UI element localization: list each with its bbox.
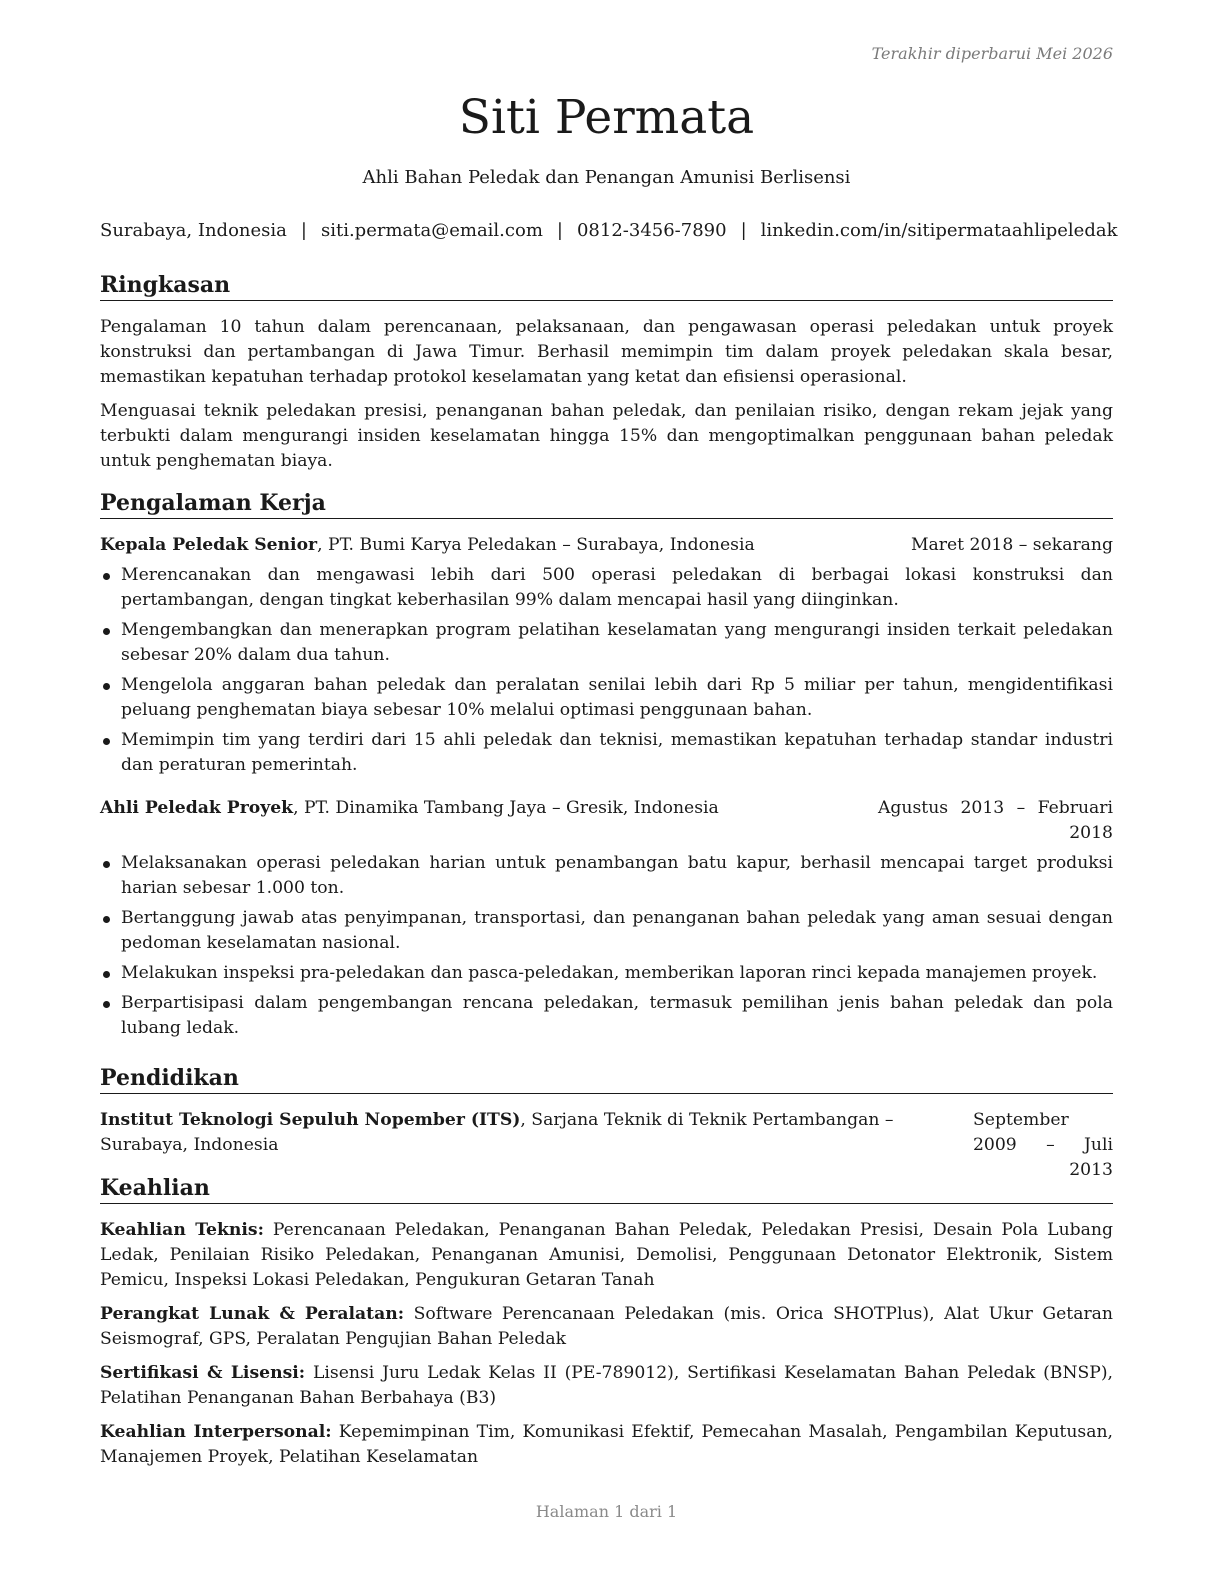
list-item (100, 673, 1113, 723)
skill-group-text: Kepemimpinan Tim, Komunikasi Efektif, Pemecahan Masalah, Pengambilan Keputusan, Manajemen Proyek, Pelatihan Keselamatan (100, 1422, 1113, 1467)
bullet-text: Melaksanakan operasi peledakan harian untuk penambangan batu kapur, berhasil mencapai target produksi harian sebesar 1.000 ton. (121, 853, 1113, 898)
skill-group-label: Keahlian Interpersonal: (100, 1422, 332, 1442)
bullet-icon (103, 861, 110, 868)
education-dates (973, 1108, 1113, 1183)
bullet-icon (103, 573, 110, 580)
bullet-text: Berpartisipasi dalam pengembangan rencana peledakan, termasuk pemilihan jenis bahan peledak dan pola lubang ledak. (121, 993, 1113, 1038)
contact-email[interactable]: siti.permata@email.com (320, 220, 543, 241)
job-org: , PT. Dinamika Tambang Jaya – Gresik, Indonesia (293, 798, 719, 818)
job-entry (100, 796, 1113, 1041)
bullet-icon (103, 683, 110, 690)
summary-section (100, 270, 1113, 474)
bullet-icon (103, 1001, 110, 1008)
job-bullets (100, 563, 1113, 778)
skill-group-label: Perangkat Lunak & Peralatan: (100, 1304, 405, 1324)
contact-separator: | (300, 220, 307, 241)
skills-title: Keahlian (100, 1173, 1113, 1204)
bullet-text: Bertanggung jawab atas penyimpanan, transportasi, dan penanganan bahan peledak yang aman sesuai dengan pedoman keselamatan nasional. (121, 908, 1113, 953)
bullet-icon (103, 916, 110, 923)
skill-group-text: Lisensi Juru Ledak Kelas II (PE-789012), Sertifikasi Keselamatan Bahan Peledak (BNSP), Pelatihan Penanganan Bahan Berbahaya (B3) (100, 1363, 1113, 1408)
contact-linkedin[interactable]: linkedin.com/in/sitipermataahlipeledak (760, 220, 1118, 241)
education-section (100, 1063, 1113, 1180)
education-dates-line: 2013 (1069, 1160, 1113, 1180)
skill-group (100, 1361, 1113, 1411)
summary-paragraph: Menguasai teknik peledakan presisi, penanganan bahan peledak, dan penilaian risiko, dengan rekam jejak yang terbukti dalam mengurangi insiden keselamatan hingga 15% dan mengoptimalkan penggunaan bahan peledak untuk penghematan biaya. (100, 401, 1113, 471)
bullet-text: Merencanakan dan mengawasi lebih dari 500 operasi peledakan di berbagai lokasi konstruksi dan pertambangan, dengan tingkat keberhasilan 99% dalam mencapai hasil yang diinginkan. (121, 565, 1113, 610)
last-updated-note: Terakhir diperbarui Mei 2026 (871, 44, 1113, 63)
summary-title: Ringkasan (100, 270, 1113, 301)
job-bullets (100, 851, 1113, 1041)
skills-section (100, 1173, 1113, 1479)
skill-group-label: Keahlian Teknis: (100, 1220, 264, 1240)
experience-section (100, 488, 1113, 1046)
job-dates (878, 796, 1113, 846)
contact-location: Surabaya, Indonesia (100, 220, 287, 241)
bullet-icon (103, 971, 110, 978)
job-role: Ahli Peledak Proyek (100, 798, 294, 818)
contact-separator: | (556, 220, 563, 241)
skill-group (100, 1420, 1113, 1470)
resume-page (100, 0, 1118, 1584)
education-title: Pendidikan (100, 1063, 1113, 1094)
job-role: Kepala Peledak Senior (100, 535, 318, 555)
bullet-text: Melakukan inspeksi pra-peledakan dan pasca-peledakan, memberikan laporan rinci kepada manajemen proyek. (121, 963, 1098, 983)
list-item (100, 906, 1113, 956)
job-dates: Maret 2018 – sekarang (910, 535, 1113, 555)
page-number: Halaman 1 dari 1 (535, 1502, 678, 1521)
contact-separator: | (740, 220, 747, 241)
experience-title: Pengalaman Kerja (100, 488, 1113, 519)
skill-group-label: Sertifikasi & Lisensi: (100, 1363, 306, 1383)
list-item (100, 991, 1113, 1041)
list-item (100, 961, 1113, 986)
candidate-name: Siti Permata (458, 90, 755, 145)
list-item (100, 618, 1113, 668)
job-entry (100, 533, 1113, 778)
job-header (100, 533, 1113, 558)
bullet-icon (103, 738, 110, 745)
skill-group-text: Software Perencanaan Peledakan (mis. Orica SHOTPlus), Alat Ukur Getaran Seismograf, GPS, Peralatan Pengujian Bahan Peledak (100, 1304, 1113, 1349)
list-item (100, 563, 1113, 613)
job-org: , PT. Bumi Karya Peledakan – Surabaya, Indonesia (317, 535, 755, 555)
skills-list (100, 1218, 1113, 1470)
education-dates-line: September 2009 – Juli (973, 1110, 1113, 1155)
bullet-icon (103, 628, 110, 635)
bullet-text: Mengembangkan dan menerapkan program pelatihan keselamatan yang mengurangi insiden terkait peledakan sebesar 20% dalam dua tahun. (121, 620, 1113, 665)
contact-phone: 0812-3456-7890 (576, 220, 727, 241)
job-dates-line: Agustus 2013 – Februari (878, 798, 1113, 818)
summary-paragraph: Pengalaman 10 tahun dalam perencanaan, pelaksanaan, dan pengawasan operasi peledakan untuk proyek konstruksi dan pertambangan di Jawa Timur. Berhasil memimpin tim dalam proyek peledakan skala besar, memastikan kepatuhan terhadap protokol keselamatan yang ketat dan efisiensi operasional. (100, 317, 1113, 387)
list-item (100, 728, 1113, 778)
education-location: Surabaya, Indonesia (100, 1135, 279, 1155)
contact-line (100, 220, 1118, 241)
skill-group (100, 1218, 1113, 1293)
job-dates-line: 2018 (1069, 823, 1113, 843)
bullet-text: Memimpin tim yang terdiri dari 15 ahli peledak dan teknisi, memastikan kepatuhan terhadap standar industri dan peraturan pemerintah. (121, 730, 1113, 775)
bullet-text: Mengelola anggaran bahan peledak dan peralatan senilai lebih dari Rp 5 miliar per tahun, mengidentifikasi peluang penghematan biaya sebesar 10% melalui optimasi penggunaan bahan. (121, 675, 1113, 720)
skill-group (100, 1302, 1113, 1352)
candidate-headline: Ahli Bahan Peledak dan Penangan Amunisi Berlisensi (362, 167, 851, 188)
job-header (100, 796, 1113, 846)
education-entry (100, 1108, 1113, 1180)
education-degree: , Sarjana Teknik di Teknik Pertambangan – (520, 1110, 894, 1130)
list-item (100, 851, 1113, 901)
skill-group-text: Perencanaan Peledakan, Penanganan Bahan Peledak, Peledakan Presisi, Desain Pola Lubang Ledak, Penilaian Risiko Peledakan, Penanganan Amunisi, Demolisi, Penggunaan Detonator Elektronik, Sistem Pemicu, Inspeksi Lokasi Peledakan, Pengukuran Getaran Tanah (100, 1220, 1113, 1290)
education-institution: Institut Teknologi Sepuluh Nopember (ITS) (100, 1110, 521, 1130)
